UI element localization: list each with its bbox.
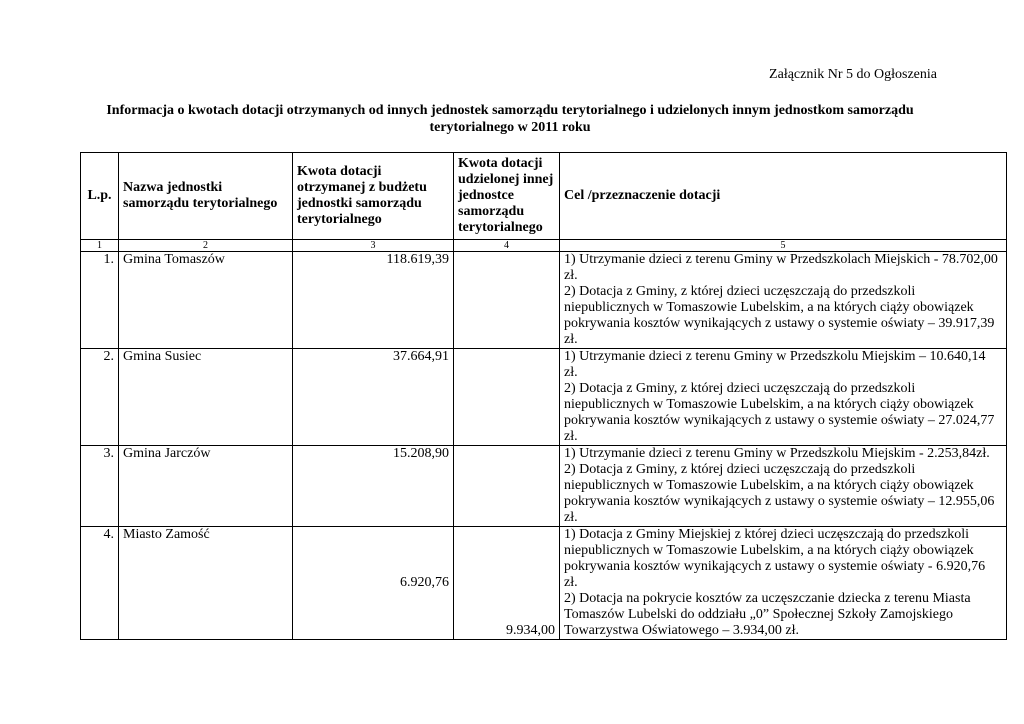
- column-number: 2: [119, 240, 293, 252]
- table-row: [81, 527, 1007, 640]
- header-purpose: Cel /przeznaczenie dotacji: [560, 153, 1007, 240]
- row-name: Gmina Tomaszów: [119, 252, 293, 349]
- row-lp: 1.: [81, 252, 119, 349]
- row-purpose: [560, 349, 1007, 446]
- purpose-item: 2) Dotacja z Gminy, z której dzieci uczęszczają do przedszkoli niepublicznych w Tomaszowie Lubelskim, a na których ciąży obowiązek pokrywania kosztów wynikających z ustawy o systemie oświaty – 12.955,06 zł.: [564, 462, 995, 525]
- row-received: 118.619,39: [293, 252, 454, 349]
- table-row: [81, 446, 1007, 527]
- row-name: Gmina Susiec: [119, 349, 293, 446]
- attachment-label: Załącznik Nr 5 do Ogłoszenia: [769, 67, 937, 82]
- header-received: Kwota dotacji otrzymanej z budżetu jednostki samorządu terytorialnego: [293, 153, 454, 240]
- title-line-2: terytorialnego w 2011 roku: [429, 120, 591, 135]
- purpose-item: 1) Dotacja z Gminy Miejskiej z której dzieci uczęszczają do przedszkoli niepublicznych w Tomaszowie Lubelskim, a na których ciąży obowiązek pokrywania kosztów wynikających z ustawy o systemie oświaty - 6.920,76 zł.: [564, 527, 986, 590]
- row-given: [454, 446, 560, 527]
- column-number: 4: [454, 240, 560, 252]
- header-given: Kwota dotacji udzielonej innej jednostce samorządu terytorialnego: [454, 153, 560, 240]
- dotacje-table: [80, 152, 1007, 640]
- header-name: Nazwa jednostki samorządu terytorialnego: [119, 153, 293, 240]
- row-given: [454, 349, 560, 446]
- purpose-item: 1) Utrzymanie dzieci z terenu Gminy w Przedszkolu Miejskim - 2.253,84zł.: [564, 446, 990, 461]
- document-title: [80, 102, 940, 136]
- column-number: 1: [81, 240, 119, 252]
- row-purpose: [560, 527, 1007, 640]
- row-purpose: [560, 446, 1007, 527]
- row-lp: 4.: [81, 527, 119, 640]
- purpose-item: 1) Utrzymanie dzieci z terenu Gminy w Przedszkolu Miejskim – 10.640,14 zł.: [564, 349, 986, 380]
- purpose-item: 1) Utrzymanie dzieci z terenu Gminy w Przedszkolach Miejskich - 78.702,00 zł.: [564, 252, 998, 283]
- table-header-row: [81, 153, 1007, 240]
- column-number: 5: [560, 240, 1007, 252]
- row-given: [454, 252, 560, 349]
- table-row: [81, 349, 1007, 446]
- column-number: 3: [293, 240, 454, 252]
- row-received: 6.920,76: [293, 527, 454, 640]
- row-received: 37.664,91: [293, 349, 454, 446]
- row-name: Gmina Jarczów: [119, 446, 293, 527]
- row-lp: 2.: [81, 349, 119, 446]
- purpose-item: 2) Dotacja z Gminy, z której dzieci uczęszczają do przedszkoli niepublicznych w Tomaszowie Lubelskim, a na których ciąży obowiązek pokrywania kosztów wynikających z ustawy o systemie oświaty – 27.024,77 zł.: [564, 381, 995, 444]
- title-line-1: Informacja o kwotach dotacji otrzymanych od innych jednostek samorządu terytorialnego i udzielonych innym jednostkom samorządu: [106, 103, 914, 118]
- purpose-item: 2) Dotacja z Gminy, z której dzieci uczęszczają do przedszkoli niepublicznych w Tomaszowie Lubelskim, a na których ciąży obowiązek pokrywania kosztów wynikających z ustawy o systemie oświaty – 39.917,39 zł.: [564, 284, 995, 347]
- header-lp: L.p.: [81, 153, 119, 240]
- row-lp: 3.: [81, 446, 119, 527]
- row-received: 15.208,90: [293, 446, 454, 527]
- row-given: 9.934,00: [454, 527, 560, 640]
- purpose-item: 2) Dotacja na pokrycie kosztów za uczęszczanie dziecka z terenu Miasta Tomaszów Lubelski do oddziału „0” Społecznej Szkoły Zamojskiego Towarzystwa Oświatowego – 3.934,00 zł.: [564, 591, 971, 638]
- table-row: [81, 252, 1007, 349]
- row-purpose: [560, 252, 1007, 349]
- row-name: Miasto Zamość: [119, 527, 293, 640]
- column-number-row: [81, 240, 1007, 252]
